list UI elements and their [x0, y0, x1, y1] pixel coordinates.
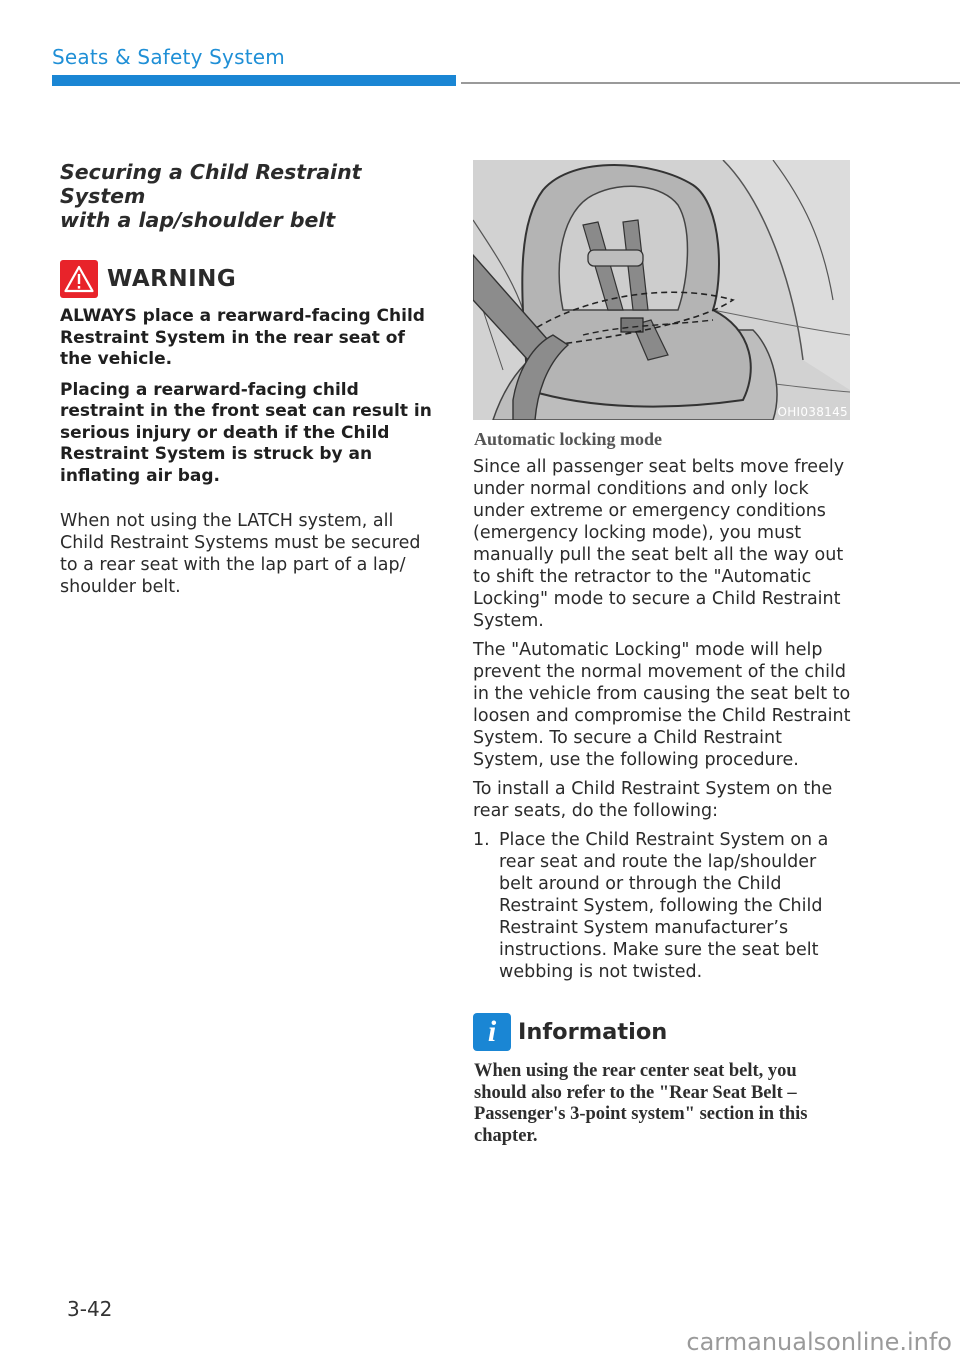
header-accent-bar	[52, 75, 456, 86]
paragraph-3: To install a Child Restraint System on the rear seats, do the following:	[473, 779, 833, 821]
warning-text-2: Placing a rearward-facing child restraint in the front seat can result in serious injury or death if the Child Restraint System is struck by an inflating air bag.	[60, 379, 432, 486]
information-header	[473, 1013, 851, 1051]
heading-line-2: with a lap/shoulder belt	[60, 208, 336, 232]
page-number: 3-42	[67, 1297, 113, 1321]
paragraph-2: The "Automatic Locking" mode will help prevent the normal movement of the child in the vehicle from causing the seat belt to loosen and compromise the Child Restraint System. To secure a Child Restraint System, use the following procedure.	[473, 640, 851, 770]
child-seat-illustration	[473, 160, 850, 420]
section-heading	[60, 160, 440, 232]
warning-header	[60, 260, 440, 298]
right-column	[473, 160, 851, 1147]
info-icon: i	[473, 1013, 511, 1051]
paragraph-1: Since all passenger seat belts move freely under normal conditions and only lock under extreme or emergency conditions (emergency locking mode), you must manually pull the seat belt all the way out to shift the retractor to the "Automatic Locking" mode to secure a Child Restraint System.	[473, 457, 845, 631]
left-column	[60, 160, 440, 598]
warning-text-1: ALWAYS place a rearward-facing Child Restraint System in the rear seat of the vehicle.	[60, 306, 425, 369]
watermark: carmanualsonline.info	[686, 1328, 952, 1356]
information-text: When using the rear center seat belt, you should also refer to the "Rear Seat Belt – Passenger's 3-point system" section in this chapter.	[474, 1061, 808, 1146]
latch-paragraph: When not using the LATCH system, all Child Restraint Systems must be secured to a rear seat with the lap part of a lap/ shoulder belt.	[60, 511, 421, 597]
list-item	[473, 829, 851, 983]
step-text: Place the Child Restraint System on a rear seat and route the lap/shoulder belt around or through the Child Restraint System, following the Child Restraint System manufacturer’s instructions. Make sure the seat belt webbing is not twisted.	[499, 830, 829, 982]
information-label: Information	[518, 1019, 668, 1045]
heading-line-1: Securing a Child Restraint System	[60, 160, 362, 208]
figure-code: OHI038145	[777, 405, 848, 419]
warning-label: WARNING	[107, 266, 237, 292]
warning-triangle-icon	[60, 260, 98, 298]
subsection-heading: Automatic locking mode	[474, 429, 662, 449]
section-title: Seats & Safety System	[52, 45, 285, 69]
step-number: 1.	[473, 830, 490, 850]
header-rule	[461, 82, 960, 84]
